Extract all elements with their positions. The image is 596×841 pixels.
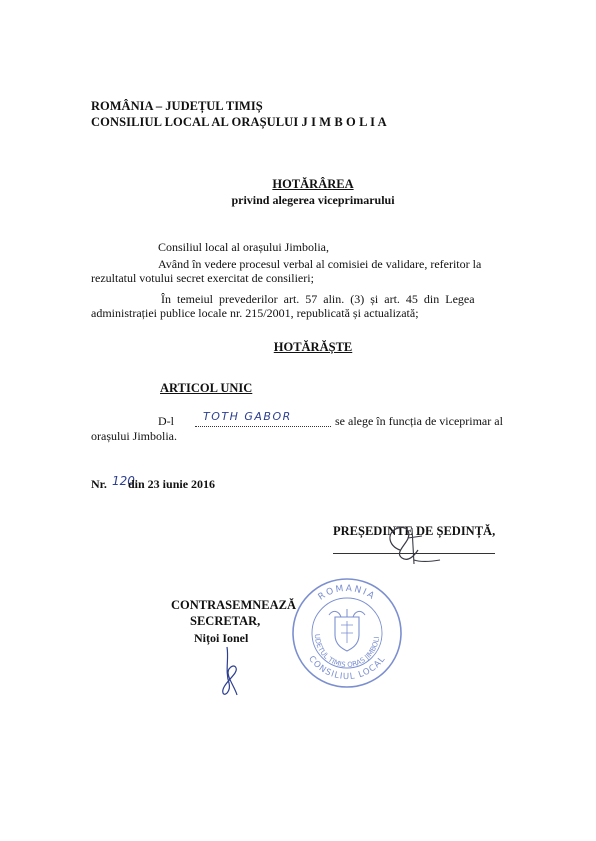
document-subtitle: privind alegerea viceprimarului bbox=[231, 193, 395, 207]
article-heading: ARTICOL UNIC bbox=[160, 381, 253, 395]
document-title: HOTĂRÂREA bbox=[272, 177, 354, 191]
article-prefix: D-l bbox=[158, 414, 174, 428]
preamble-line-3: În temeiul prevederilor art. 57 alin. (3) și art. 45 din Legea bbox=[161, 292, 475, 306]
preamble-line-1: Consiliul local al orașului Jimbolia, bbox=[158, 240, 329, 254]
decision-date: din 23 iunie 2016 bbox=[128, 477, 216, 491]
preamble-line-2-cont: rezultatul votului secret exercitat de consilieri; bbox=[91, 271, 314, 285]
svg-text:CONSILIUL LOCAL: CONSILIUL LOCAL bbox=[306, 654, 388, 683]
decides-heading: HOTĂRĂȘTE bbox=[273, 340, 353, 354]
svg-text:ROMANIA: ROMANIA bbox=[316, 583, 378, 603]
name-dotted-line bbox=[195, 426, 331, 427]
preamble-line-2: Având în vedere procesul verbal al comisiei de validare, referitor la bbox=[158, 257, 482, 271]
header-line-1: ROMÂNIA – JUDEȚUL TIMIȘ bbox=[91, 99, 263, 113]
secretary-role: SECRETAR, bbox=[190, 614, 261, 628]
president-signature bbox=[378, 520, 448, 573]
countersign-label: CONTRASEMNEAZĂ bbox=[171, 598, 297, 612]
secretary-name: Nițoi Ionel bbox=[194, 631, 249, 645]
article-text: se alege în funcția de viceprimar al bbox=[335, 414, 503, 428]
svg-text:JUDETUL TIMIS ORAS JIMBOLIA: UDETUL TIMIS ORAS JIMBOLI bbox=[312, 633, 381, 670]
handwritten-name: TOTH GABOR bbox=[203, 410, 292, 423]
official-stamp bbox=[289, 573, 405, 696]
number-label: Nr. bbox=[91, 477, 107, 491]
header-line-2: CONSILIUL LOCAL AL ORAȘULUI J I M B O L I A bbox=[91, 115, 387, 129]
handwritten-number: 120 bbox=[112, 474, 135, 488]
preamble-line-3-cont: administrației publice locale nr. 215/2001, republicată și actualizată; bbox=[91, 306, 419, 320]
president-title: PREȘEDINTE DE ȘEDINȚĂ, bbox=[333, 524, 496, 538]
article-text-cont: orașului Jimbolia. bbox=[91, 429, 177, 443]
secretary-signature bbox=[215, 643, 245, 706]
